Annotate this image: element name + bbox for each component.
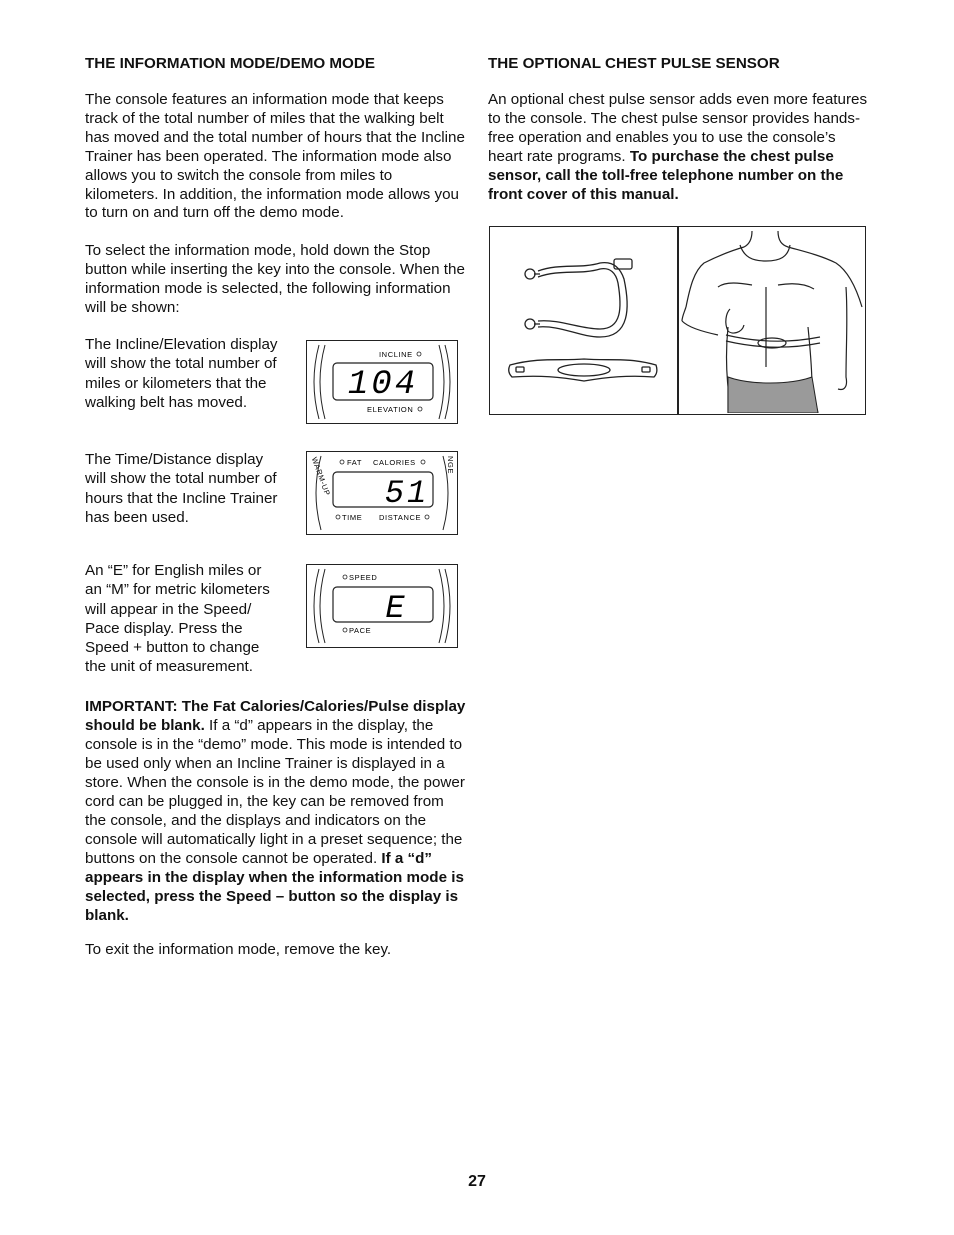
incline-display	[306, 340, 458, 424]
info-mode-heading: THE INFORMATION MODE/DEMO MODE	[85, 55, 375, 72]
chest-strap-illustration	[490, 227, 864, 413]
incline-info-text: The Incline/Elevation display will show the total number of miles or kilometers that the walking belt has moved.	[85, 336, 278, 411]
speed-display	[306, 564, 458, 648]
right-column	[488, 55, 873, 204]
important-text: If a “d” appears in the display, the console is in the “demo” mode. This mode is intended to be used only when an Incline Trainer is displayed in a store. When the console is in the demo mode, the power cord can be plugged in, the key can be removed from the console, and the displays and indicators on the console will automatically light in a preset sequence; the buttons on the console cannot be operated.	[85, 717, 465, 867]
incline-label: INCLINE	[379, 350, 413, 359]
speed-label: SPEED	[349, 573, 378, 582]
important-bold-2: If a “d” appears in the display when the information mode is selected, press the Speed – button so the display is blank.	[85, 850, 464, 924]
speed-value: E	[385, 590, 405, 627]
info-mode-intro: The console features an information mode that keeps track of the total number of miles that the walking belt has moved and the total number of hours that the Incline Trainer has been operated. The information mode also allows you to switch the console from miles to kilometers. In addition, the information mode allows you to turn on and turn off the demo mode.	[85, 91, 465, 222]
page-number: 27	[468, 1173, 486, 1190]
distance-label: DISTANCE	[379, 513, 422, 522]
chest-sensor-figure	[489, 226, 866, 415]
pace-label: PACE	[349, 626, 372, 635]
time-label: TIME	[342, 513, 363, 522]
time-display	[306, 451, 458, 535]
calories-label: CALORIES	[373, 458, 416, 467]
important-note	[85, 697, 467, 959]
important-bold: IMPORTANT: The Fat Calories/Calories/Pulse display should be blank.	[85, 698, 466, 734]
left-column	[85, 55, 465, 318]
info-mode-select: To select the information mode, hold down the Stop button while inserting the key into the console. When the information mode is selected, the following information will be shown:	[85, 242, 465, 317]
chest-sensor-text: An optional chest pulse sensor adds even more features to the console. The chest pulse sensor provides hands-free operation and enables you to use the console’s heart rate programs. To purchase the chest pulse sensor, call the toll-free telephone number on the front cover of this manual.	[488, 91, 868, 203]
chest-sensor-bold: To purchase the chest pulse sensor, call the toll-free telephone number on the front cover of this manual.	[488, 147, 844, 203]
side-right-label: NGE	[446, 456, 455, 475]
time-info-text: The Time/Distance display will show the total number of hours that the Incline Trainer has been used.	[85, 451, 278, 526]
time-value: 51	[384, 475, 430, 512]
speed-info-text: An “E” for English miles or an “M” for metric kilometers will appear in the Speed/ Pace display. Press the Speed + button to change the unit of measurement.	[85, 562, 270, 676]
chest-sensor-heading: THE OPTIONAL CHEST PULSE SENSOR	[488, 55, 780, 72]
fat-label: FAT	[347, 458, 362, 467]
exit-instruction: To exit the information mode, remove the key.	[85, 941, 392, 958]
incline-value: 104	[347, 366, 419, 404]
elevation-label: ELEVATION	[367, 405, 414, 414]
warmup-label: WARM-UP	[309, 455, 333, 498]
